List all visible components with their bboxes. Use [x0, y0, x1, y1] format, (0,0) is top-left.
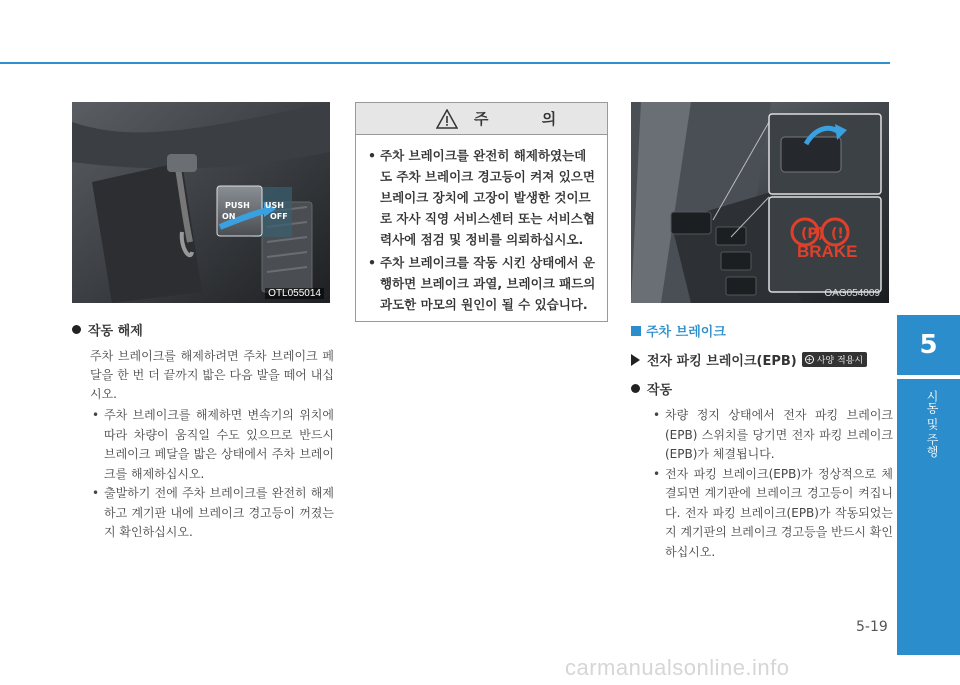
- release-heading: [72, 320, 334, 339]
- on-label: ON: [222, 212, 236, 221]
- release-section: [72, 320, 334, 543]
- parking-brake-pedal-figure: [72, 102, 330, 303]
- option-badge-text: 사양 적용시: [816, 356, 864, 366]
- parking-indicator-icon: (P): [801, 226, 825, 242]
- list-item: • 출발하기 전에 주차 브레이크를 완전히 해제하고 계기판 내에 브레이크 경고등이 꺼졌는지 확인하십시오.: [92, 484, 334, 543]
- epb-section: [631, 321, 893, 562]
- caution-item: • 주차 브레이크를 작동 시킨 상태에서 운행하면 브레이크 과열, 브레이크 패드의 과도한 마모의 원인이 될 수 있습니다.: [368, 252, 597, 315]
- top-rule: [0, 62, 890, 64]
- brake-indicator-text: BRAKE: [797, 242, 858, 261]
- caution-item: • 주차 브레이크를 완전히 해제하였는데도 주차 브레이크 경고등이 켜져 있으면 브레이크 장치에 고장이 발생한 것이므로 자사 직영 서비스센터 또는 서비스협력사에 점검 및 정비를 의뢰하십시오.: [368, 145, 597, 250]
- option-badge: [802, 352, 867, 367]
- bullet-dot-icon: [72, 325, 81, 334]
- figure-code: OAG054009: [824, 288, 880, 299]
- plus-icon: +: [805, 355, 813, 364]
- operation-heading: [631, 379, 893, 398]
- warning-triangle-icon: [436, 109, 458, 129]
- chapter-tab: [897, 315, 960, 655]
- epb-switch-figure: [631, 102, 889, 303]
- triangle-bullet-icon: [631, 354, 640, 366]
- release-heading-text: 작동 해제: [88, 324, 143, 339]
- operation-heading-text: 작동: [647, 383, 673, 398]
- caution-title: 주 의: [474, 110, 581, 128]
- epb-illustration: [631, 102, 889, 303]
- release-bullets: [72, 406, 334, 543]
- watermark: carmanualsonline.info: [565, 655, 790, 680]
- page-number: 5-19: [856, 619, 888, 635]
- list-item: • 주차 브레이크를 해제하면 변속기의 위치에 따라 차량이 움직일 수도 있으므로 반드시 브레이크 페달을 밟은 상태에서 주차 브레이크를 해제하십시오.: [92, 406, 334, 484]
- figure-code: OTL055014: [265, 288, 324, 299]
- subsection-title-text: 전자 파킹 브레이크(EPB): [647, 354, 797, 369]
- brake-indicator-icon: (!): [831, 226, 851, 242]
- caution-box: [355, 102, 608, 322]
- off-label: OFF: [270, 212, 288, 221]
- subsection-title: [631, 350, 893, 369]
- pedal-illustration: [72, 102, 330, 303]
- push-label-left: PUSH: [225, 201, 250, 210]
- chapter-number: 5: [919, 330, 938, 360]
- operation-bullets: [631, 406, 893, 562]
- chapter-divider: [897, 375, 960, 379]
- list-item: • 차량 정지 상태에서 전자 파킹 브레이크(EPB) 스위치를 당기면 전자 파킹 브레이크(EPB)가 체결됩니다.: [653, 406, 893, 465]
- push-label-right: USH: [265, 201, 284, 210]
- release-paragraph: 주차 브레이크를 해제하려면 주차 브레이크 페달을 한 번 더 끝까지 밟은 다음 발을 떼어 내십시오.: [90, 349, 334, 401]
- caution-header: [356, 103, 607, 135]
- section-title: [631, 321, 893, 340]
- chapter-label: 시동 및 주행: [925, 390, 939, 458]
- caution-list: [356, 135, 607, 315]
- square-bullet-icon: [631, 326, 641, 336]
- bullet-dot-icon: [631, 384, 640, 393]
- list-item: • 전자 파킹 브레이크(EPB)가 정상적으로 체결되면 계기판에 브레이크 경고등이 켜집니다. 전자 파킹 브레이크(EPB)가 작동되었는지 계기판의 브레이크 경고등을 반드시 확인하십시오.: [653, 465, 893, 563]
- section-title-text: 주차 브레이크: [646, 325, 726, 340]
